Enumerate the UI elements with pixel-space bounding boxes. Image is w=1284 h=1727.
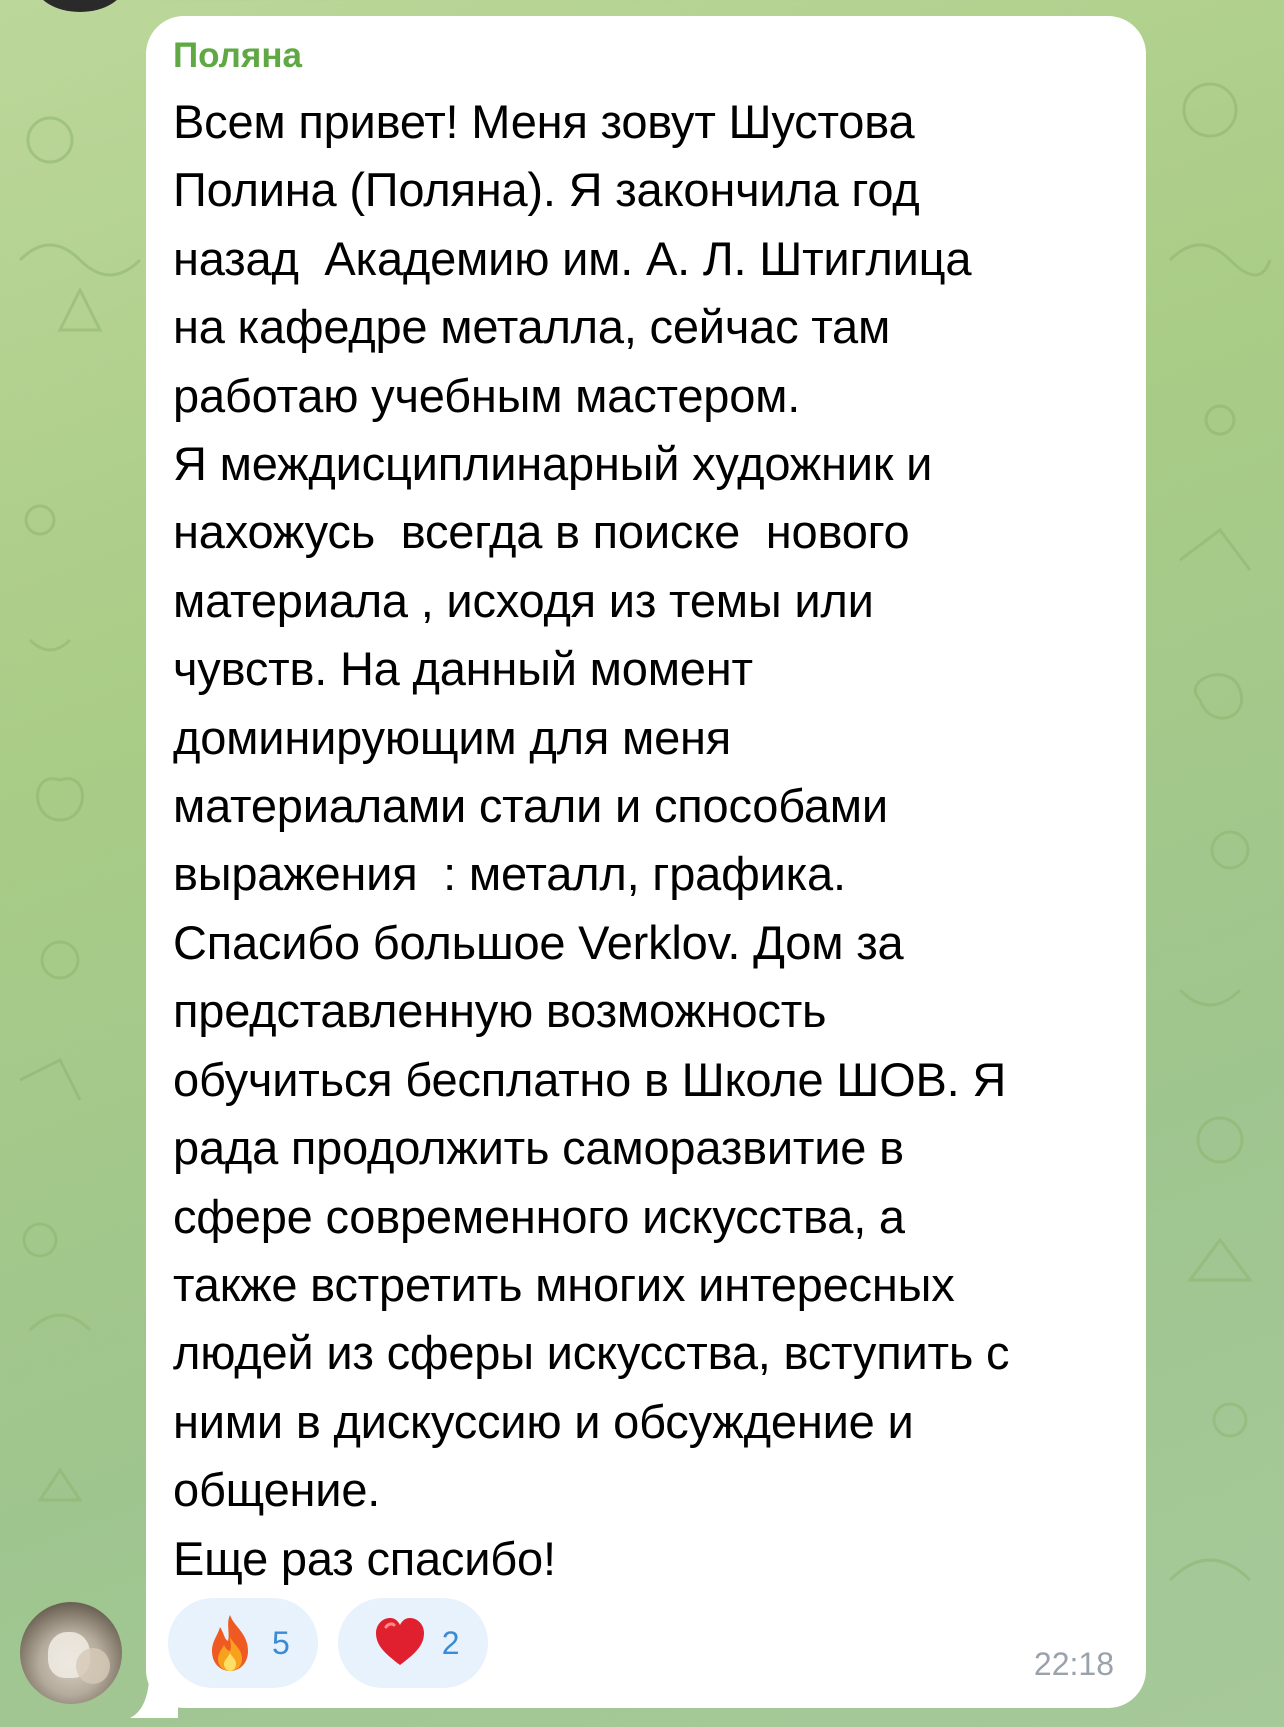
message-line: выражения : металл, графика. [173, 847, 846, 901]
fire-emoji-icon [204, 1613, 256, 1673]
message-line: материала , исходя из темы или [173, 573, 874, 627]
message-timestamp: 22:18 [1033, 1646, 1114, 1682]
previous-sender-avatar[interactable] [34, 0, 126, 12]
reactions-bar [168, 1598, 488, 1688]
sender-avatar[interactable] [20, 1602, 122, 1704]
reaction-fire[interactable] [168, 1598, 318, 1688]
message-line: представленную возможность [173, 984, 827, 1038]
reaction-heart-count: 2 [441, 1624, 460, 1661]
message-line: общение. [173, 1463, 381, 1517]
message-line: Я междисциплинарный художник и [173, 437, 933, 491]
message-line: обучиться бесплатно в Школе ШОВ. Я [173, 1052, 1007, 1106]
sender-name[interactable]: Поляна [173, 36, 302, 75]
message-line: также встретить многих интересных [173, 1257, 955, 1311]
message-line: работаю учебным мастером. [173, 368, 801, 422]
message-line: назад Академию им. А. Л. Штиглица [173, 231, 972, 285]
message-line: материалами стали и способами [173, 779, 888, 833]
message-line: Спасибо большое Verklov. Дом за [173, 915, 904, 969]
message-line: Полина (Поляна). Я закончила год [173, 163, 920, 217]
message-line: рада продолжить саморазвитие в [173, 1121, 904, 1175]
message-line: Еще раз спасибо! [173, 1531, 556, 1585]
message-line: сфере современного искусства, а [173, 1189, 905, 1243]
message-line: людей из сферы искусства, вступить с [173, 1326, 1010, 1380]
reaction-heart[interactable] [338, 1598, 488, 1688]
message-text [173, 88, 1138, 1593]
message-line: Всем привет! Меня зовут Шустова [173, 95, 915, 148]
message-line: на кафедре металла, сейчас там [173, 300, 891, 354]
message-line: нахожусь всегда в поиске нового [173, 505, 910, 559]
reaction-fire-count: 5 [272, 1624, 290, 1661]
avatar-figure-secondary [76, 1648, 110, 1684]
message-line: доминирующим для меня [173, 710, 732, 764]
message-line: ними в дискуссию и обсуждение и [173, 1394, 914, 1448]
heart-emoji-icon [374, 1613, 426, 1673]
message-line: чувств. На данный момент [173, 642, 753, 696]
